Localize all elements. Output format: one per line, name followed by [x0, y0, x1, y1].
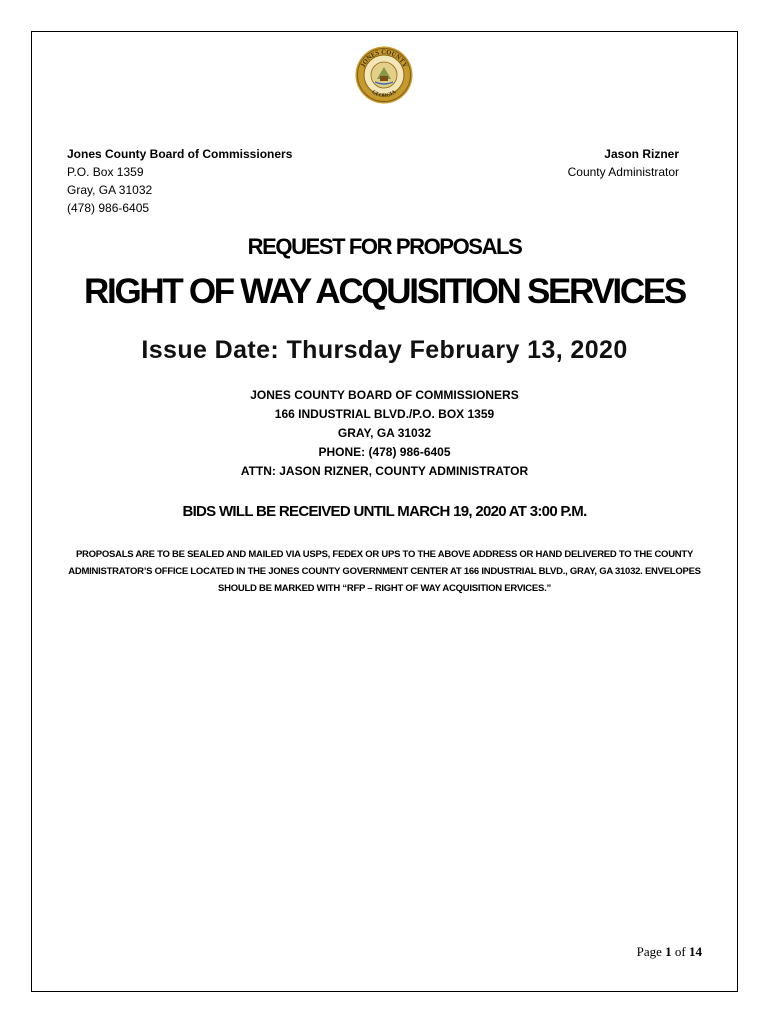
address-line: 166 INDUSTRIAL BLVD./P.O. BOX 1359	[274, 407, 495, 421]
address-line: ATTN: JASON RIZNER, COUNTY ADMINISTRATOR	[240, 464, 529, 478]
bid-deadline: BIDS WILL BE RECEIVED UNTIL MARCH 19, 2020 AT 3:00 P.M.	[182, 503, 587, 520]
contact-address-block	[31, 386, 738, 481]
address-line: PHONE: (478) 986-6405	[318, 445, 451, 459]
page-of: of	[674, 944, 686, 959]
seal-text-bottom: GEORGIA	[370, 89, 398, 100]
rfp-heading: REQUEST FOR PROPOSALS	[247, 234, 522, 259]
address-line: JONES COUNTY BOARD OF COMMISSIONERS	[250, 388, 519, 402]
administrator-block	[568, 145, 679, 181]
submission-instructions: PROPOSALS ARE TO BE SEALED AND MAILED VIA USPS, FEDEX OR UPS TO THE ABOVE ADDRESS OR HAND DELIVERED TO THE COUNTY ADMINISTRATOR’S OFFICE LOCATED IN THE JONES COUNTY GOVERNMENT CENTER AT 166 INDUSTRIAL BLVD., GRAY, GA 31032. ENVELOPES SHOULD BE MARKED WITH “RFP – RIGHT OF WAY ACQUISITION ERVICES.”	[68, 549, 701, 594]
seal-text-top: JONES COUNTY	[359, 48, 409, 69]
issue-date: Issue Date: Thursday February 13, 2020	[141, 336, 628, 364]
administrator-title: County Administrator	[567, 165, 679, 179]
page-word: Page	[636, 944, 662, 959]
page-current: 1	[665, 944, 672, 959]
organization-name: Jones County Board of Commissioners	[67, 147, 293, 161]
county-seal-icon	[355, 46, 413, 104]
document-title: RIGHT OF WAY ACQUISITION SERVICES	[84, 272, 685, 311]
administrator-name: Jason Rizner	[604, 147, 679, 161]
city-state-zip: Gray, GA 31032	[67, 183, 153, 197]
page-total: 14	[689, 944, 702, 959]
page-number	[637, 944, 702, 960]
po-box: P.O. Box 1359	[67, 165, 144, 179]
phone-number: (478) 986-6405	[67, 201, 150, 215]
address-line: GRAY, GA 31032	[337, 426, 432, 440]
organization-address-block	[67, 145, 292, 217]
